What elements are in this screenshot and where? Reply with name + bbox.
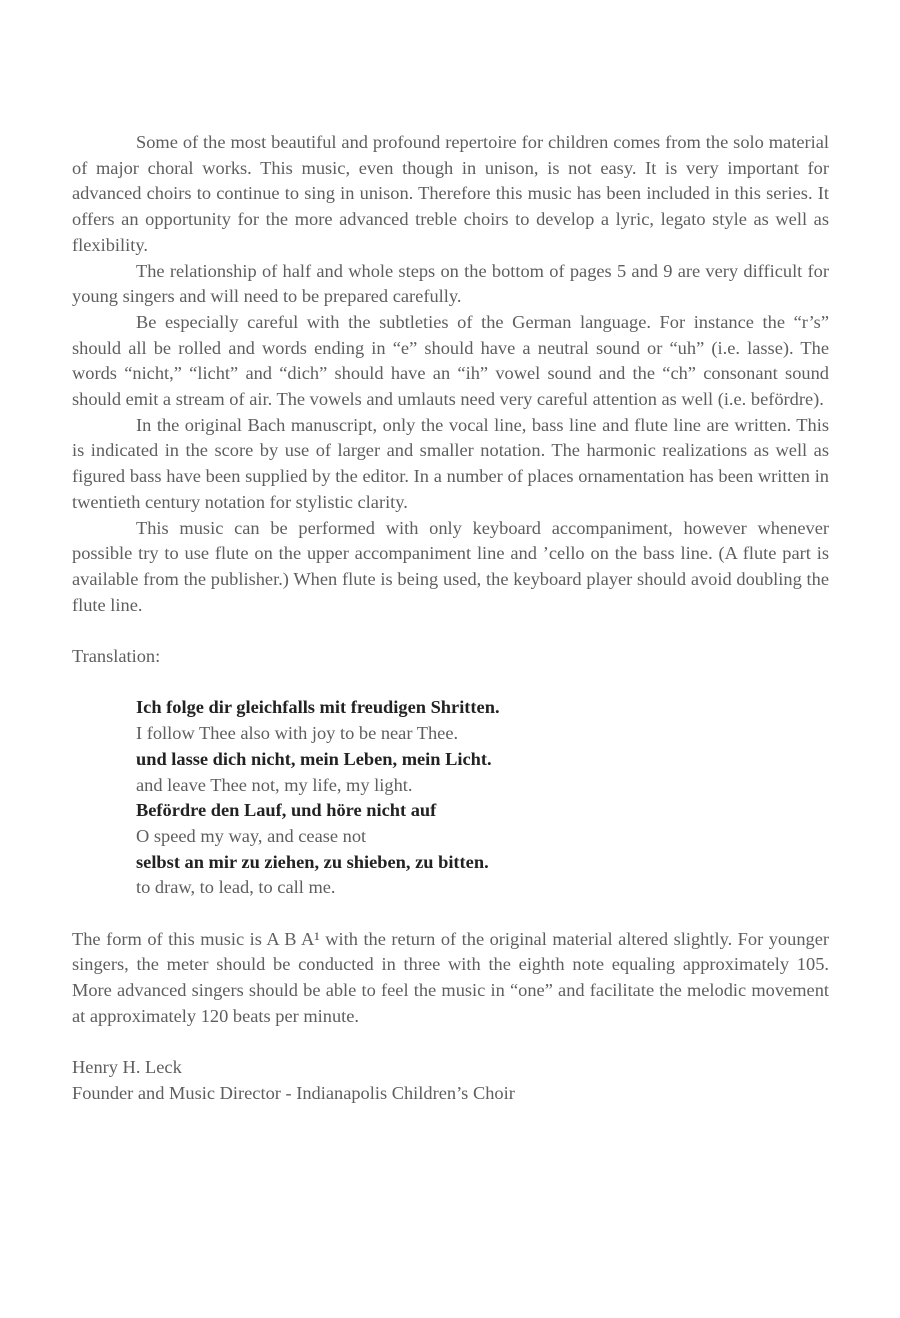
signature-block xyxy=(72,1055,829,1106)
form-paragraph: The form of this music is A B A¹ with the return of the original material altered slightly. For younger singers, the meter should be conducted in three with the eighth note equaling approximately 105. More advanced singers should be able to feel the music in “one” and facilitate the melodic movement at approximately 120 beats per minute. xyxy=(72,928,829,1026)
translation-label: Translation: xyxy=(72,646,161,667)
intro-paragraph: In the original Bach manuscript, only the vocal line, bass line and flute line are written. This is indicated in the score by use of larger and smaller notation. The harmonic realizations as well as figured bass have been supplied by the editor. In a number of places ornamentation has been written in twentieth century notation for stylistic clarity. xyxy=(72,414,829,512)
intro-paragraph: The relationship of half and whole steps on the bottom of pages 5 and 9 are very difficult for young singers and will need to be prepared carefully. xyxy=(72,260,829,307)
english-line: and leave Thee not, my life, my light. xyxy=(136,774,413,795)
german-line: Befördre den Lauf, und höre nicht auf xyxy=(136,800,437,821)
spacer xyxy=(72,1030,829,1056)
english-line: to draw, to lead, to call me. xyxy=(136,877,336,898)
english-line: I follow Thee also with joy to be near Thee. xyxy=(136,723,459,744)
translation-verse xyxy=(136,695,829,901)
spacer xyxy=(72,670,829,696)
intro-paragraph: Be especially careful with the subtleties of the German language. For instance the “r’s” should all be rolled and words ending in “e” should have a neutral sound or “uh” (i.e. lasse). The words “nicht,” “licht” and “dich” should have an “ih” vowel sound and the “ch” consonant sound should emit a stream of air. The vowels and umlauts need very careful attention as well (i.e. befördre). xyxy=(72,311,829,410)
author-title: Founder and Music Director - Indianapolis Children’s Choir xyxy=(72,1082,515,1103)
german-line: selbst an mir zu ziehen, zu shieben, zu bitten. xyxy=(136,851,489,872)
intro-paragraph: Some of the most beautiful and profound repertoire for children comes from the solo material of major choral works. This music, even though in unison, is not easy. It is very important for advanced choirs to continue to sing in unison. Therefore this music has been included in this series. It offers an opportunity for the more advanced treble choirs to develop a lyric, legato style as well as flexibility. xyxy=(72,132,829,255)
german-line: und lasse dich nicht, mein Leben, mein Licht. xyxy=(136,748,492,769)
german-line: Ich folge dir gleichfalls mit freudigen Shritten. xyxy=(136,697,500,718)
document-page xyxy=(72,130,829,1107)
spacer xyxy=(72,618,829,644)
intro-section xyxy=(72,130,829,618)
english-line: O speed my way, and cease not xyxy=(136,825,367,846)
author-name: Henry H. Leck xyxy=(72,1057,182,1078)
spacer xyxy=(72,901,829,927)
intro-paragraph: This music can be performed with only keyboard accompaniment, however whenever possible try to use flute on the upper accompaniment line and ’cello on the bass line. (A flute part is available from the publisher.) When flute is being used, the keyboard player should avoid doubling the flute line. xyxy=(72,517,829,615)
